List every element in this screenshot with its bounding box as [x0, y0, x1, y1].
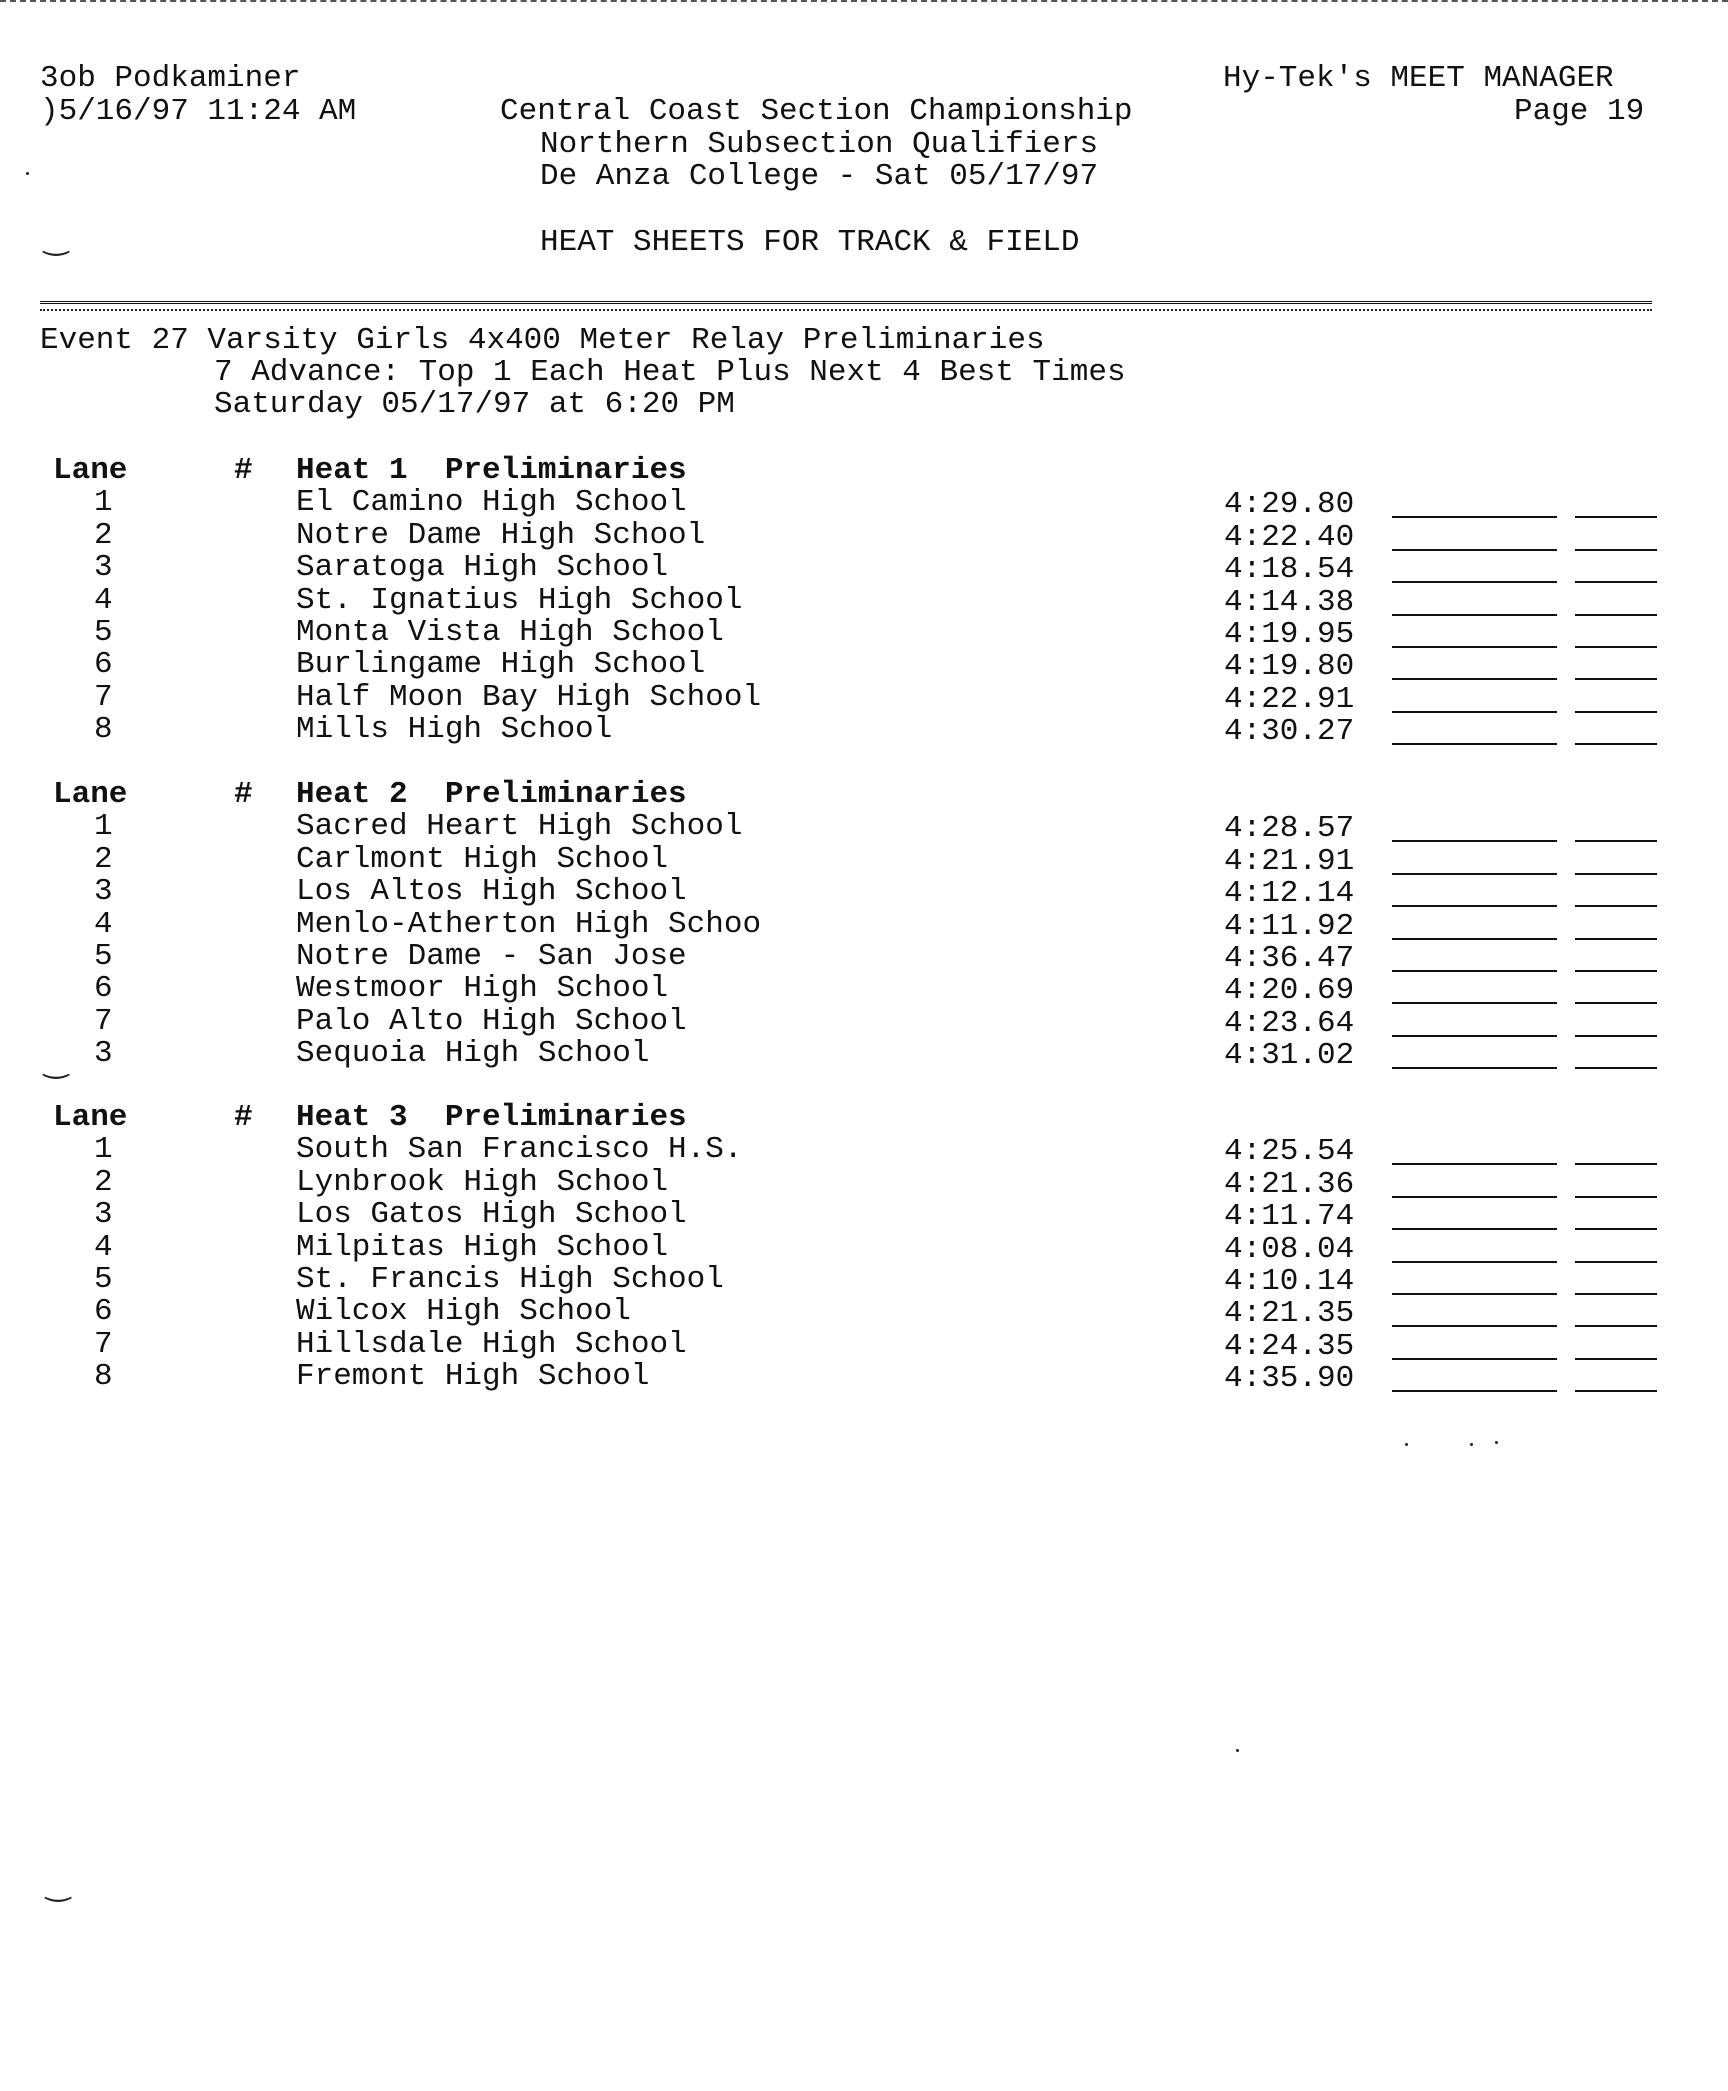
result-time-blank: [1392, 1390, 1557, 1392]
lane-number: 5: [94, 615, 113, 650]
lane-column-header: Lane: [53, 453, 128, 488]
seed-time: 4:12.14: [1224, 876, 1355, 911]
meet-location: De Anza College - Sat 05/17/97: [540, 159, 1099, 194]
lane-column-header: Lane: [53, 777, 128, 812]
team-name: St. Francis High School: [296, 1262, 724, 1297]
result-time-blank: [1392, 1228, 1557, 1230]
scan-dot: [26, 172, 29, 175]
lane-number: 2: [94, 1165, 113, 1200]
seed-time: 4:19.80: [1224, 649, 1355, 684]
seed-time: 4:20.69: [1224, 973, 1355, 1008]
page-number: Page 19: [1514, 94, 1645, 129]
lane-number: 7: [94, 1327, 113, 1362]
lane-number: 4: [94, 583, 113, 618]
place-blank: [1575, 614, 1657, 616]
result-time-blank: [1392, 1358, 1557, 1360]
seed-time: 4:31.02: [1224, 1038, 1355, 1073]
scan-dot: [1495, 1441, 1498, 1444]
result-time-blank: [1392, 678, 1557, 680]
place-blank: [1575, 1228, 1657, 1230]
result-time-blank: [1392, 1196, 1557, 1198]
lane-number: 8: [94, 1359, 113, 1394]
number-column-header: #: [234, 1100, 253, 1135]
place-blank: [1575, 873, 1657, 875]
seed-time: 4:21.36: [1224, 1167, 1355, 1202]
author-name: 3ob Podkaminer: [40, 61, 301, 96]
result-time-blank: [1392, 614, 1557, 616]
lane-number: 8: [94, 712, 113, 747]
place-blank: [1575, 1261, 1657, 1263]
team-name: Lynbrook High School: [296, 1165, 669, 1200]
result-time-blank: [1392, 1325, 1557, 1327]
team-name: Carlmont High School: [296, 842, 669, 877]
number-column-header: #: [234, 777, 253, 812]
lane-number: 6: [94, 971, 113, 1006]
seed-time: 4:28.57: [1224, 811, 1355, 846]
scan-mark: ‿: [46, 1868, 71, 1903]
place-blank: [1575, 678, 1657, 680]
event-schedule: Saturday 05/17/97 at 6:20 PM: [214, 387, 735, 422]
team-name: El Camino High School: [296, 485, 687, 520]
place-blank: [1575, 743, 1657, 745]
lane-number: 5: [94, 939, 113, 974]
result-time-blank: [1392, 970, 1557, 972]
lane-column-header: Lane: [53, 1100, 128, 1135]
result-time-blank: [1392, 581, 1557, 583]
scan-top-edge: [0, 0, 1728, 5]
place-blank: [1575, 1325, 1657, 1327]
result-time-blank: [1392, 1067, 1557, 1069]
place-blank: [1575, 1390, 1657, 1392]
meet-title: Central Coast Section Championship: [500, 94, 1133, 129]
seed-time: 4:25.54: [1224, 1134, 1355, 1169]
seed-time: 4:35.90: [1224, 1361, 1355, 1396]
team-name: Los Gatos High School: [296, 1197, 687, 1232]
result-time-blank: [1392, 743, 1557, 745]
seed-time: 4:36.47: [1224, 941, 1355, 976]
team-name: Menlo-Atherton High Schoo: [296, 907, 762, 942]
seed-time: 4:10.14: [1224, 1264, 1355, 1299]
result-time-blank: [1392, 1261, 1557, 1263]
sheet-title: HEAT SHEETS FOR TRACK & FIELD: [540, 225, 1080, 260]
result-time-blank: [1392, 1163, 1557, 1165]
team-name: Palo Alto High School: [296, 1004, 687, 1039]
place-blank: [1575, 1163, 1657, 1165]
seed-time: 4:22.40: [1224, 520, 1355, 555]
place-blank: [1575, 1067, 1657, 1069]
scan-mark: ‿: [44, 1045, 69, 1080]
place-blank: [1575, 905, 1657, 907]
team-name: South San Francisco H.S.: [296, 1132, 743, 1167]
place-blank: [1575, 840, 1657, 842]
result-time-blank: [1392, 516, 1557, 518]
team-name: Saratoga High School: [296, 550, 669, 585]
meet-subtitle: Northern Subsection Qualifiers: [540, 127, 1099, 162]
seed-time: 4:23.64: [1224, 1006, 1355, 1041]
lane-number: 7: [94, 1004, 113, 1039]
result-time-blank: [1392, 905, 1557, 907]
seed-time: 4:18.54: [1224, 552, 1355, 587]
scan-dot: [1405, 1443, 1408, 1446]
place-blank: [1575, 549, 1657, 551]
place-blank: [1575, 711, 1657, 713]
place-blank: [1575, 516, 1657, 518]
result-time-blank: [1392, 1035, 1557, 1037]
team-name: Los Altos High School: [296, 874, 687, 909]
team-name: Half Moon Bay High School: [296, 680, 762, 715]
lane-number: 7: [94, 680, 113, 715]
scan-dot: [1236, 1749, 1239, 1752]
number-column-header: #: [234, 453, 253, 488]
result-time-blank: [1392, 646, 1557, 648]
lane-number: 6: [94, 647, 113, 682]
event-title: Event 27 Varsity Girls 4x400 Meter Relay Preliminaries: [40, 323, 1045, 358]
seed-time: 4:24.35: [1224, 1329, 1355, 1364]
lane-number: 2: [94, 842, 113, 877]
lane-number: 3: [94, 1036, 113, 1071]
seed-time: 4:11.74: [1224, 1199, 1355, 1234]
place-blank: [1575, 1358, 1657, 1360]
team-name: St. Ignatius High School: [296, 583, 743, 618]
separator-rule: [40, 301, 1652, 304]
seed-time: 4:19.95: [1224, 617, 1355, 652]
seed-time: 4:21.35: [1224, 1296, 1355, 1331]
seed-time: 4:30.27: [1224, 714, 1355, 749]
result-time-blank: [1392, 1002, 1557, 1004]
seed-time: 4:22.91: [1224, 682, 1355, 717]
heat-title: Heat 1 Preliminaries: [296, 453, 687, 488]
place-blank: [1575, 938, 1657, 940]
team-name: Monta Vista High School: [296, 615, 724, 650]
event-advance-rule: 7 Advance: Top 1 Each Heat Plus Next 4 Best Times: [214, 355, 1126, 390]
place-blank: [1575, 1196, 1657, 1198]
lane-number: 2: [94, 518, 113, 553]
result-time-blank: [1392, 873, 1557, 875]
result-time-blank: [1392, 938, 1557, 940]
place-blank: [1575, 1035, 1657, 1037]
seed-time: 4:11.92: [1224, 909, 1355, 944]
result-time-blank: [1392, 840, 1557, 842]
team-name: Wilcox High School: [296, 1294, 631, 1329]
lane-number: 1: [94, 1132, 113, 1167]
team-name: Fremont High School: [296, 1359, 650, 1394]
print-timestamp: )5/16/97 11:24 AM: [40, 94, 357, 129]
seed-time: 4:21.91: [1224, 844, 1355, 879]
heat-title: Heat 3 Preliminaries: [296, 1100, 687, 1135]
seed-time: 4:14.38: [1224, 585, 1355, 620]
team-name: Notre Dame - San Jose: [296, 939, 687, 974]
lane-number: 4: [94, 907, 113, 942]
place-blank: [1575, 646, 1657, 648]
heat-title: Heat 2 Preliminaries: [296, 777, 687, 812]
team-name: Sacred Heart High School: [296, 809, 743, 844]
separator-rule-dots: [40, 309, 1652, 311]
lane-number: 4: [94, 1230, 113, 1265]
seed-time: 4:29.80: [1224, 487, 1355, 522]
result-time-blank: [1392, 1293, 1557, 1295]
lane-number: 5: [94, 1262, 113, 1297]
team-name: Westmoor High School: [296, 971, 669, 1006]
lane-number: 3: [94, 874, 113, 909]
lane-number: 3: [94, 1197, 113, 1232]
lane-number: 1: [94, 485, 113, 520]
team-name: Notre Dame High School: [296, 518, 706, 553]
seed-time: 4:08.04: [1224, 1232, 1355, 1267]
team-name: Mills High School: [296, 712, 613, 747]
scan-dot: [1470, 1443, 1473, 1446]
result-time-blank: [1392, 711, 1557, 713]
team-name: Milpitas High School: [296, 1230, 669, 1265]
place-blank: [1575, 581, 1657, 583]
team-name: Sequoia High School: [296, 1036, 650, 1071]
lane-number: 1: [94, 809, 113, 844]
result-time-blank: [1392, 549, 1557, 551]
scan-mark: ‿: [44, 222, 69, 257]
place-blank: [1575, 1293, 1657, 1295]
lane-number: 3: [94, 550, 113, 585]
place-blank: [1575, 1002, 1657, 1004]
place-blank: [1575, 970, 1657, 972]
software-name: Hy-Tek's MEET MANAGER: [1223, 61, 1614, 96]
team-name: Hillsdale High School: [296, 1327, 687, 1362]
team-name: Burlingame High School: [296, 647, 706, 682]
lane-number: 6: [94, 1294, 113, 1329]
